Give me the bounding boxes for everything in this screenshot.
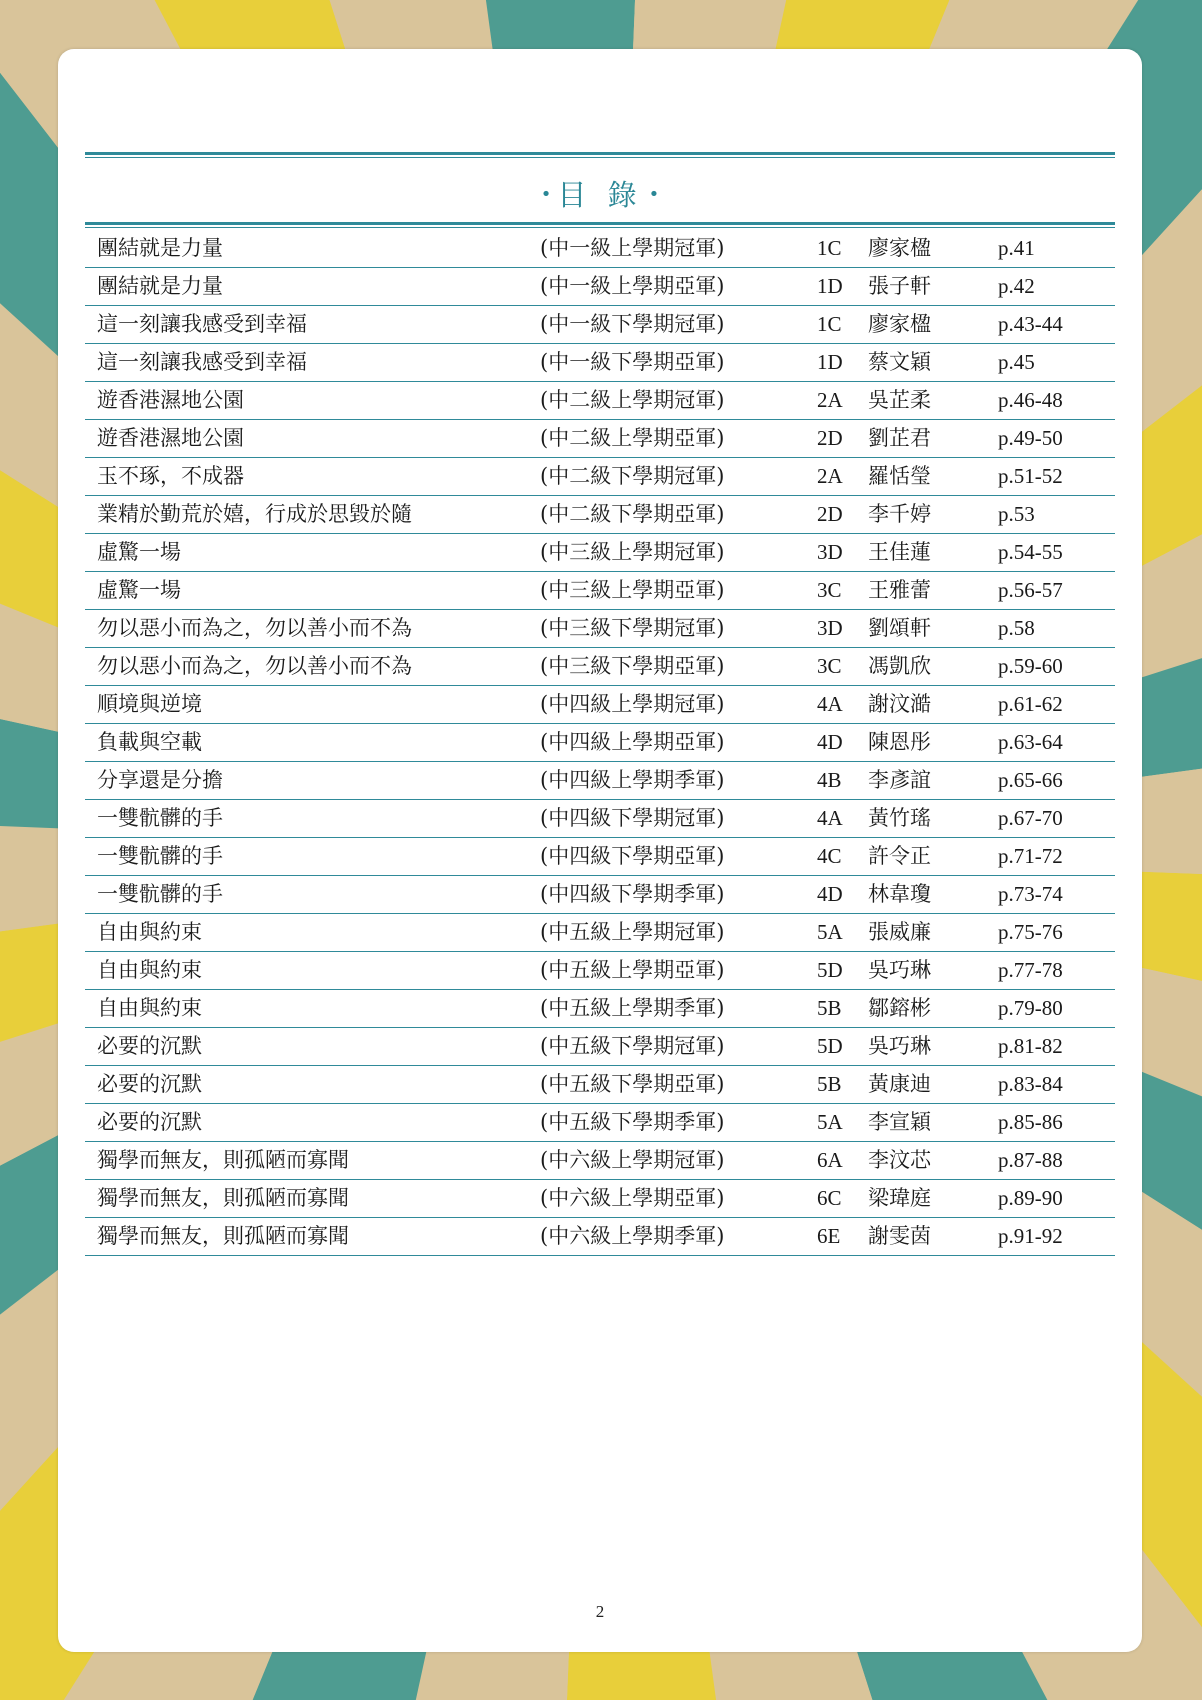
entry-title: 虛驚一場 bbox=[97, 578, 181, 602]
entry-author: 鄒鎔彬 bbox=[868, 996, 931, 1020]
entry-title: 分享還是分擔 bbox=[97, 768, 223, 792]
entry-page: p.46-48 bbox=[998, 388, 1063, 412]
entry-title: 必要的沉默 bbox=[97, 1110, 202, 1134]
entry-award: (中二級上學期亞軍) bbox=[540, 426, 725, 450]
top-double-rule bbox=[85, 152, 1115, 158]
toc-entry bbox=[85, 952, 1115, 990]
entry-class: 4B bbox=[817, 768, 842, 792]
entry-author: 廖家楹 bbox=[868, 236, 931, 260]
toc-entry bbox=[85, 838, 1115, 876]
entry-author: 王佳蓮 bbox=[868, 540, 931, 564]
entry-class: 6E bbox=[817, 1224, 841, 1248]
toc-entry bbox=[85, 268, 1115, 306]
toc-entry bbox=[85, 420, 1115, 458]
entry-class: 1D bbox=[817, 350, 843, 374]
entry-author: 吳巧琳 bbox=[868, 958, 931, 982]
entry-award: (中五級下學期亞軍) bbox=[540, 1072, 725, 1096]
entry-class: 4A bbox=[817, 692, 843, 716]
entry-award: (中五級下學期季軍) bbox=[540, 1110, 725, 1134]
entry-class: 5B bbox=[817, 1072, 842, 1096]
entry-award: (中一級上學期冠軍) bbox=[540, 236, 725, 260]
entry-author: 馮凱欣 bbox=[868, 654, 931, 678]
entry-award: (中一級下學期冠軍) bbox=[540, 312, 725, 336]
entry-title: 一雙骯髒的手 bbox=[97, 844, 223, 868]
entry-title: 勿以惡小而為之，勿以善小而不為 bbox=[97, 654, 412, 678]
entry-page: p.65-66 bbox=[998, 768, 1063, 792]
entry-title: 自由與約束 bbox=[97, 996, 202, 1020]
entry-author: 劉頌軒 bbox=[868, 616, 931, 640]
toc-entry bbox=[85, 306, 1115, 344]
entry-class: 4C bbox=[817, 844, 842, 868]
entry-award: (中二級下學期冠軍) bbox=[540, 464, 725, 488]
entry-class: 5B bbox=[817, 996, 842, 1020]
entry-award: (中五級上學期季軍) bbox=[540, 996, 725, 1020]
toc-entry bbox=[85, 1066, 1115, 1104]
entry-author: 張威廉 bbox=[868, 920, 931, 944]
entry-author: 吳巧琳 bbox=[868, 1034, 931, 1058]
entry-page: p.56-57 bbox=[998, 578, 1063, 602]
toc-entry bbox=[85, 800, 1115, 838]
toc-entry bbox=[85, 534, 1115, 572]
entry-author: 梁瑋庭 bbox=[868, 1186, 931, 1210]
entry-page: p.58 bbox=[998, 616, 1035, 640]
entry-page: p.63-64 bbox=[998, 730, 1063, 754]
entry-class: 2D bbox=[817, 426, 843, 450]
entry-title: 自由與約束 bbox=[97, 920, 202, 944]
entry-award: (中四級下學期亞軍) bbox=[540, 844, 725, 868]
toc-entry bbox=[85, 724, 1115, 762]
entry-title: 必要的沉默 bbox=[97, 1072, 202, 1096]
entry-page: p.87-88 bbox=[998, 1148, 1063, 1172]
entry-award: (中五級上學期冠軍) bbox=[540, 920, 725, 944]
entry-author: 黃竹瑤 bbox=[868, 806, 931, 830]
entry-award: (中二級上學期冠軍) bbox=[540, 388, 725, 412]
entry-author: 李宣穎 bbox=[868, 1110, 931, 1134]
entry-award: (中三級上學期亞軍) bbox=[540, 578, 725, 602]
entry-title: 勿以惡小而為之，勿以善小而不為 bbox=[97, 616, 412, 640]
entry-author: 蔡文穎 bbox=[868, 350, 931, 374]
title-dot-left: • bbox=[540, 183, 552, 205]
entry-page: p.51-52 bbox=[998, 464, 1063, 488]
entry-class: 5A bbox=[817, 920, 843, 944]
entry-title: 一雙骯髒的手 bbox=[97, 806, 223, 830]
entry-author: 謝雯茵 bbox=[868, 1224, 931, 1248]
title-dot-right: • bbox=[648, 183, 660, 205]
entry-author: 劉芷君 bbox=[868, 426, 931, 450]
entry-class: 2D bbox=[817, 502, 843, 526]
entry-title: 虛驚一場 bbox=[97, 540, 181, 564]
entry-page: p.79-80 bbox=[998, 996, 1063, 1020]
entry-author: 李汶芯 bbox=[868, 1148, 931, 1172]
entry-award: (中五級下學期冠軍) bbox=[540, 1034, 725, 1058]
toc-entry bbox=[85, 876, 1115, 914]
content-page bbox=[58, 49, 1142, 1652]
entry-title: 遊香港濕地公園 bbox=[97, 388, 244, 412]
toc-entry bbox=[85, 648, 1115, 686]
page-title bbox=[85, 173, 1115, 214]
toc-entry bbox=[85, 1180, 1115, 1218]
toc-entry bbox=[85, 458, 1115, 496]
entry-page: p.89-90 bbox=[998, 1186, 1063, 1210]
toc-entry bbox=[85, 1218, 1115, 1256]
entry-class: 5D bbox=[817, 1034, 843, 1058]
entry-class: 2A bbox=[817, 464, 843, 488]
entry-author: 羅恬瑩 bbox=[868, 464, 931, 488]
entry-award: (中三級下學期亞軍) bbox=[540, 654, 725, 678]
entry-class: 3D bbox=[817, 540, 843, 564]
entry-award: (中六級上學期季軍) bbox=[540, 1224, 725, 1248]
entry-page: p.83-84 bbox=[998, 1072, 1063, 1096]
toc-entry bbox=[85, 686, 1115, 724]
entry-title: 遊香港濕地公園 bbox=[97, 426, 244, 450]
entry-page: p.81-82 bbox=[998, 1034, 1063, 1058]
entry-author: 謝汶澔 bbox=[868, 692, 931, 716]
entry-page: p.77-78 bbox=[998, 958, 1063, 982]
toc-entry bbox=[85, 1104, 1115, 1142]
toc-entry bbox=[85, 610, 1115, 648]
entry-title: 一雙骯髒的手 bbox=[97, 882, 223, 906]
entry-title: 負載與空載 bbox=[97, 730, 202, 754]
entry-author: 張子軒 bbox=[868, 274, 931, 298]
toc-entry bbox=[85, 230, 1115, 268]
toc-entry bbox=[85, 914, 1115, 952]
entry-award: (中四級上學期季軍) bbox=[540, 768, 725, 792]
entry-author: 黃康迪 bbox=[868, 1072, 931, 1096]
entry-award: (中一級下學期亞軍) bbox=[540, 350, 725, 374]
toc-entry bbox=[85, 496, 1115, 534]
entry-page: p.53 bbox=[998, 502, 1035, 526]
entry-award: (中三級上學期冠軍) bbox=[540, 540, 725, 564]
toc-entry bbox=[85, 1028, 1115, 1066]
entry-class: 2A bbox=[817, 388, 843, 412]
entry-page: p.73-74 bbox=[998, 882, 1063, 906]
entry-page: p.61-62 bbox=[998, 692, 1063, 716]
entry-author: 廖家楹 bbox=[868, 312, 931, 336]
entry-title: 獨學而無友，則孤陋而寡聞 bbox=[97, 1148, 349, 1172]
toc-entry bbox=[85, 344, 1115, 382]
entry-title: 自由與約束 bbox=[97, 958, 202, 982]
entry-title: 這一刻讓我感受到幸福 bbox=[97, 312, 307, 336]
entry-page: p.43-44 bbox=[998, 312, 1063, 336]
entry-class: 3D bbox=[817, 616, 843, 640]
toc-entry bbox=[85, 572, 1115, 610]
entry-author: 林韋瓊 bbox=[868, 882, 931, 906]
entry-page: p.85-86 bbox=[998, 1110, 1063, 1134]
toc-entry bbox=[85, 1142, 1115, 1180]
entry-title: 獨學而無友，則孤陋而寡聞 bbox=[97, 1224, 349, 1248]
entry-page: p.49-50 bbox=[998, 426, 1063, 450]
entry-title: 必要的沉默 bbox=[97, 1034, 202, 1058]
entry-class: 4D bbox=[817, 882, 843, 906]
entry-page: p.42 bbox=[998, 274, 1035, 298]
entry-page: p.59-60 bbox=[998, 654, 1063, 678]
entry-author: 吳芷柔 bbox=[868, 388, 931, 412]
entry-page: p.71-72 bbox=[998, 844, 1063, 868]
entry-title: 獨學而無友，則孤陋而寡聞 bbox=[97, 1186, 349, 1210]
entry-award: (中六級上學期亞軍) bbox=[540, 1186, 725, 1210]
entry-award: (中四級上學期亞軍) bbox=[540, 730, 725, 754]
entry-award: (中五級上學期亞軍) bbox=[540, 958, 725, 982]
entry-class: 4D bbox=[817, 730, 843, 754]
entry-page: p.91-92 bbox=[998, 1224, 1063, 1248]
entry-class: 6C bbox=[817, 1186, 842, 1210]
entry-author: 王雅蕾 bbox=[868, 578, 931, 602]
entry-class: 4A bbox=[817, 806, 843, 830]
entry-award: (中三級下學期冠軍) bbox=[540, 616, 725, 640]
entry-title: 團結就是力量 bbox=[97, 274, 223, 298]
entry-class: 1D bbox=[817, 274, 843, 298]
entry-class: 1C bbox=[817, 312, 842, 336]
entry-page: p.54-55 bbox=[998, 540, 1063, 564]
entry-award: (中六級上學期冠軍) bbox=[540, 1148, 725, 1172]
entry-award: (中四級下學期季軍) bbox=[540, 882, 725, 906]
title-text: 目 錄 bbox=[557, 178, 643, 212]
entry-class: 3C bbox=[817, 578, 842, 602]
page-number: 2 bbox=[595, 1602, 605, 1621]
entry-author: 陳恩彤 bbox=[868, 730, 931, 754]
entry-class: 3C bbox=[817, 654, 842, 678]
entry-title: 團結就是力量 bbox=[97, 236, 223, 260]
entry-author: 許令正 bbox=[868, 844, 931, 868]
entry-class: 5D bbox=[817, 958, 843, 982]
entry-title: 這一刻讓我感受到幸福 bbox=[97, 350, 307, 374]
table-of-contents bbox=[85, 230, 1115, 1256]
entry-author: 李千婷 bbox=[868, 502, 931, 526]
entry-title: 順境與逆境 bbox=[97, 692, 202, 716]
entry-page: p.75-76 bbox=[998, 920, 1063, 944]
entry-class: 5A bbox=[817, 1110, 843, 1134]
entry-award: (中二級下學期亞軍) bbox=[540, 502, 725, 526]
entry-page: p.45 bbox=[998, 350, 1035, 374]
entry-class: 1C bbox=[817, 236, 842, 260]
toc-entry bbox=[85, 382, 1115, 420]
entry-page: p.41 bbox=[998, 236, 1035, 260]
entry-award: (中四級下學期冠軍) bbox=[540, 806, 725, 830]
toc-entry bbox=[85, 990, 1115, 1028]
entry-title: 業精於勤荒於嬉，行成於思毀於隨 bbox=[97, 502, 412, 526]
entry-page: p.67-70 bbox=[998, 806, 1063, 830]
entry-title: 玉不琢，不成器 bbox=[97, 464, 244, 488]
entry-class: 6A bbox=[817, 1148, 843, 1172]
toc-entry bbox=[85, 762, 1115, 800]
entry-award: (中一級上學期亞軍) bbox=[540, 274, 725, 298]
entry-author: 李彥誼 bbox=[868, 768, 931, 792]
entry-award: (中四級上學期冠軍) bbox=[540, 692, 725, 716]
title-double-rule bbox=[85, 222, 1115, 228]
